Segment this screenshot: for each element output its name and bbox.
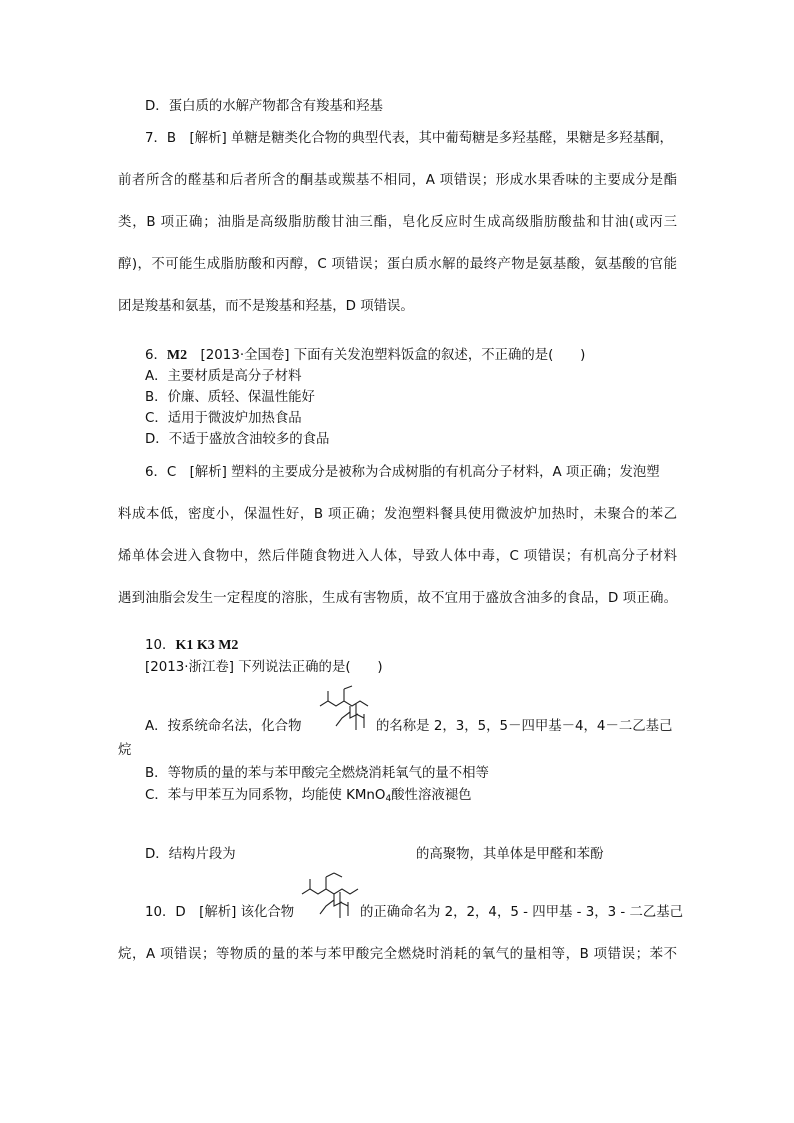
skeletal-formula-image [298,868,360,920]
answer-6-line: 烯单体会进入食物中，然后伴随食物进入人体，导致人体中毒，C 项错误；有机高分子材料 [118,549,677,564]
answer-7-line: 类，B 项正确；油脂是高级脂肪酸甘油三酯，皂化反应时生成高级脂肪酸盐和甘油(或丙三 [118,215,677,230]
question-number: 10． [145,638,176,653]
question-6-option-b: B．价廉、质轻、保温性能好 [145,390,315,405]
question-10-option-a-wrap: 烷 [118,743,132,758]
polymer-structure-image [250,832,410,872]
question-10-option-c: C．苯与甲苯互为同系物，均能使 KMnO$_4$酸性溶液褪色 [145,788,472,804]
answer-6-line: 料成本低，密度小，保温性好，B 项正确；发泡塑料餐具使用微波炉加热时，未聚合的苯乙 [118,507,677,522]
question-10-option-d-rest: 的高聚物，其单体是甲醛和苯酚 [416,847,604,862]
answer-6-line: 遇到油脂会发生一定程度的溶胀，生成有害物质，故不宜用于盛放含油多的食品，D 项正确。 [118,591,677,606]
answer-6-line: 6．C [解析] 塑料的主要成分是被称为合成树脂的有机高分子材料，A 项正确；发泡塑 [145,465,660,480]
question-10-option-b: B．等物质的量的苯与苯甲酸完全燃烧消耗氧气的量不相等 [145,766,489,781]
answer-10-line: 烷，A 项错误；等物质的量的苯与苯甲酸完全燃烧时消耗的氧气的量相等，B 项错误；苯不 [118,947,677,962]
question-6-option-c: C．适用于微波炉加热食品 [145,411,302,426]
answer-7-line: 醇)，不可能生成脂肪酸和丙醇，C 项错误；蛋白质水解的最终产物是氨基酸，氨基酸的官能 [118,257,677,272]
q7-option-d: D．蛋白质的水解产物都含有羧基和羟基 [145,99,383,114]
question-10-header [145,637,238,655]
question-number: 6． [145,348,167,363]
question-10-option-a-rest: 的名称是 2，3，5，5－四甲基－4，4－二乙基己 [376,719,673,734]
knowledge-tags: K1 K3 M2 [175,638,239,653]
knowledge-tag: M2 [166,348,188,363]
option-a-prefix: A．按系统命名法，化合物 [145,719,302,734]
answer-10-line-rest: 的正确命名为 2，2，4，5 - 四甲基 - 3，3 - 二乙基己 [360,905,684,920]
answer-7-line: 7．B [解析] 单糖是糖类化合物的典型代表，其中葡萄糖是多羟基醛，果糖是多羟基酮， [145,131,673,146]
question-6-stem [145,347,585,365]
skeletal-formula-image [316,686,374,734]
question-stem: [2013·全国卷] 下面有关发泡塑料饭盒的叙述，不正确的是( ) [187,348,586,363]
answer-10-line: 10．D [解析] 该化合物 [145,905,295,920]
question-6-option-a: A．主要材质是高分子材料 [145,369,302,384]
question-10-option-a [145,718,301,736]
answer-7-line: 团是羧基和氨基，而不是羧基和羟基，D 项错误。 [118,299,414,314]
question-6-option-d: D．不适于盛放含油较多的食品 [145,432,330,447]
question-10-option-d: D．结构片段为 [145,847,236,862]
question-10-source: [2013·浙江卷] 下列说法正确的是( ) [145,660,383,675]
answer-7-line: 前者所含的醛基和后者所含的酮基或羰基不相同，A 项错误；形成水果香味的主要成分是酯 [118,173,677,188]
